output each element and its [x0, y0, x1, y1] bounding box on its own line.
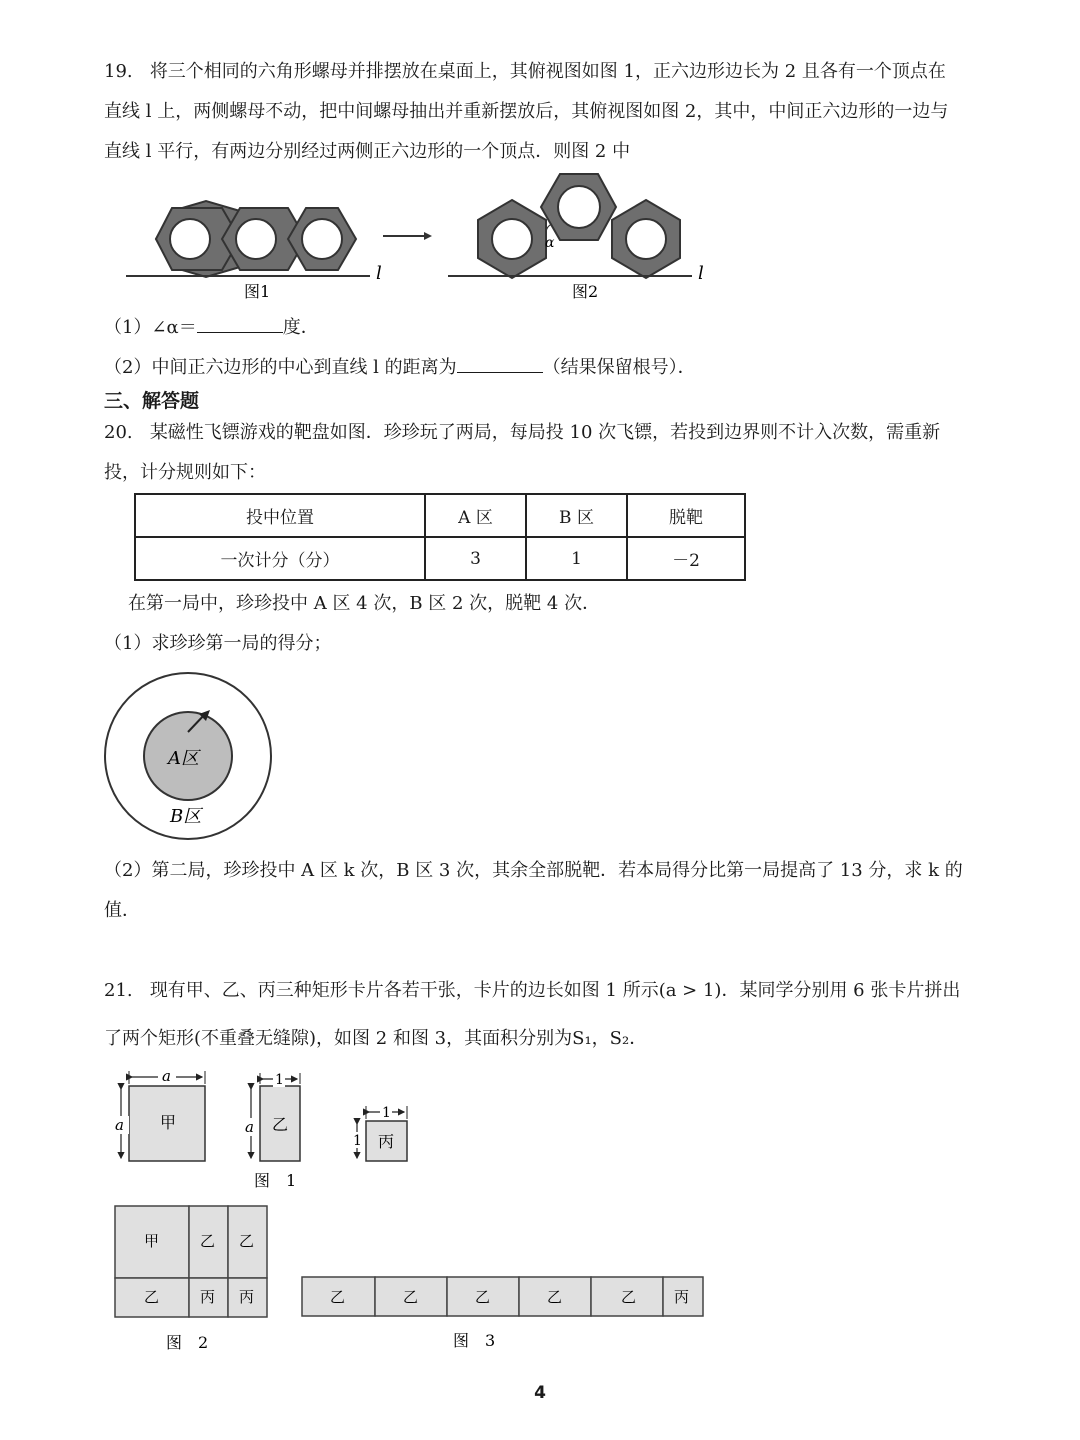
q20-sub2-line1: （2）第二局，珍珍投中 A 区 k 次，B 区 3 次，其余全部脱靶．若本局得分比第一局提高了 13 分，求 k 的 — [104, 860, 963, 881]
q19-text-line2: 直线 l 上，两侧螺母不动，把中间螺母抽出并重新摆放后，其俯视图如图 2，其中，中间正六边形的一边与 — [104, 101, 949, 122]
fig2-hole-middle — [558, 186, 600, 228]
table-header-cell: 投中位置 — [135, 494, 425, 537]
fig2-cell-label: 丙 — [239, 1288, 255, 1306]
table-cell: 1 — [526, 537, 627, 580]
table-row — [135, 537, 745, 580]
zone-b-label: B区 — [170, 806, 202, 827]
q20-sub2-line2: 值． — [104, 900, 140, 921]
q19-text-line1: 19. 将三个相同的六角形螺母并排摆放在桌面上，其俯视图如图 1，正六边形边长为 2 且各有一个顶点在 — [104, 61, 946, 82]
table-cell: 3 — [425, 537, 526, 580]
fig3-cell-label: 乙 — [403, 1288, 419, 1306]
card-bing-height-label: 1 — [353, 1133, 362, 1149]
card-yi-height-label: a — [245, 1118, 254, 1136]
fig2-hole-right — [626, 219, 666, 259]
q20-sub1: （1）求珍珍第一局的得分； — [104, 633, 332, 654]
page-number: 4 — [534, 1383, 546, 1403]
table-header-cell: A 区 — [425, 494, 526, 537]
q21-number: 21. — [104, 980, 133, 1001]
fig2-caption-q21: 图 2 — [166, 1333, 209, 1352]
fig2-cell-label: 丙 — [200, 1288, 216, 1306]
card-bing-label: 丙 — [378, 1132, 395, 1151]
fig2-cell-label: 乙 — [200, 1232, 216, 1250]
q20-text-line1: 20. 某磁性飞镖游戏的靶盘如图．珍珍玩了两局，每局投 10 次飞镖，若投到边界则不计入次数，需重新 — [104, 422, 941, 443]
fig1-hole-3 — [302, 219, 342, 259]
q19-figure — [0, 0, 1080, 310]
fig1-caption: 图1 — [244, 282, 271, 301]
fig2-cell-label: 甲 — [144, 1232, 160, 1250]
fig1-caption-q21: 图 1 — [254, 1171, 297, 1190]
score-table — [134, 493, 746, 581]
table-header-cell: B 区 — [526, 494, 627, 537]
q21-text-line2: 了两个矩形(不重叠无缝隙)，如图 2 和图 3，其面积分别为S₁，S₂． — [104, 1028, 648, 1049]
fig2-line-label: l — [698, 263, 704, 284]
table-cell: －2 — [627, 537, 745, 580]
fig3-cell-label: 乙 — [621, 1288, 637, 1306]
fig3-cell-label: 乙 — [330, 1288, 346, 1306]
fig1-line-label: l — [376, 263, 382, 284]
answer-blank-2[interactable] — [457, 354, 543, 373]
answer-blank-1[interactable] — [197, 314, 283, 333]
section-heading: 三、解答题 — [104, 390, 200, 412]
fig3-cell-label: 丙 — [674, 1288, 690, 1306]
card-yi-width-label: 1 — [275, 1072, 284, 1088]
card-yi-label: 乙 — [272, 1115, 289, 1134]
q21-figures — [0, 1060, 1080, 1390]
zone-a-label: A区 — [168, 748, 199, 769]
fig3-caption-q21: 图 3 — [453, 1331, 496, 1350]
fig1-hole-1 — [170, 219, 210, 259]
table-row — [135, 494, 745, 537]
q19-text-line3: 直线 l 平行，有两边分别经过两侧正六边形的一个顶点．则图 2 中 — [104, 141, 631, 162]
q20-text-line2: 投，计分规则如下： — [104, 462, 266, 483]
dartboard-figure — [100, 670, 280, 850]
q20-number: 20. — [104, 422, 133, 443]
q20-text-line3: 在第一局中，珍珍投中 A 区 4 次，B 区 2 次，脱靶 4 次． — [128, 593, 601, 614]
q19-number: 19. — [104, 61, 133, 82]
card-jia-height-label: a — [115, 1116, 124, 1134]
q19-sub2: （2）中间正六边形的中心到直线 l 的距离为 （结果保留根号）． — [104, 354, 696, 380]
fig1-hole-2 — [236, 219, 276, 259]
card-bing-width-label: 1 — [382, 1105, 391, 1121]
q19-sub1: （1）∠α＝ 度． — [104, 314, 319, 340]
q21-text-line1: 21. 现有甲、乙、丙三种矩形卡片各若干张，卡片的边长如图 1 所示(a > 1)．某同学分别用 6 张卡片拼出 — [104, 980, 961, 1001]
fig2-cell-label: 乙 — [144, 1288, 160, 1306]
fig2-caption: 图2 — [572, 282, 599, 301]
fig3-composite — [302, 1277, 703, 1316]
fig3-cell-label: 乙 — [547, 1288, 563, 1306]
fig3-cell-label: 乙 — [475, 1288, 491, 1306]
table-header-cell: 脱靶 — [627, 494, 745, 537]
fig2-cell-label: 乙 — [239, 1232, 255, 1250]
transform-arrow-head — [424, 232, 432, 240]
fig2-hole-left — [492, 219, 532, 259]
card-jia-label: 甲 — [160, 1113, 177, 1132]
fig2-angle-label: α — [545, 235, 555, 251]
table-cell: 一次计分（分） — [135, 537, 425, 580]
card-jia-width-label: a — [162, 1067, 171, 1085]
